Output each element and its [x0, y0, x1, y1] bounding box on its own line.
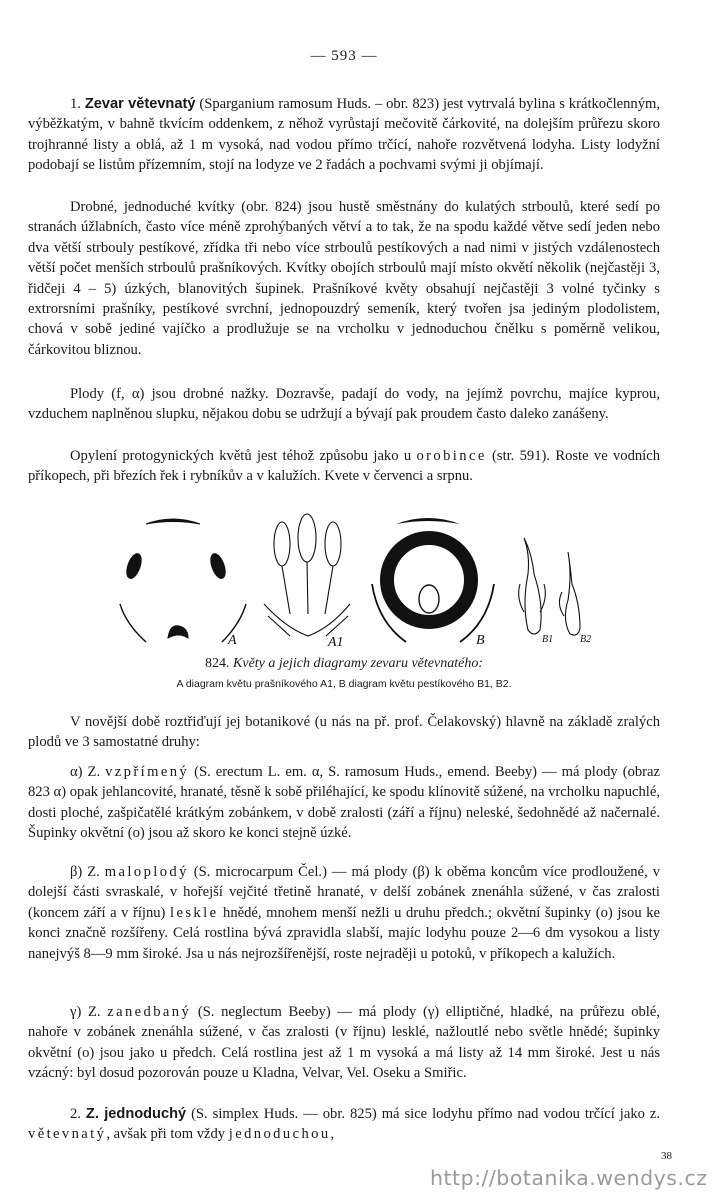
diagram-b1-pistil [519, 538, 553, 645]
gamma-name: zanedbaný [107, 1004, 192, 1020]
beta-name: maloplodý [104, 864, 189, 880]
orobinec-emphasis: orobince [416, 448, 487, 464]
fruits-text: Plody (f, α) jsou drobné nažky. Dozravše, padají do vody, na jejímž povrchu, majíce kyprou, vzduchem naplněnou slupku, nějakou dobu se udržují a bývají pak proudem často daleko zanášeny. [28, 386, 660, 423]
gamma-lead: Z. [81, 1004, 108, 1020]
label-b1: B1 [542, 634, 554, 645]
alpha-lead: Z. [82, 764, 106, 780]
pollination-text-a: Opylení protogynických květů jest téhož způsobu jako u [70, 448, 417, 464]
diagram-a [120, 519, 246, 648]
alpha-text: (S. erectum L. em. α, S. ramosum Huds., emend. Beeby) — má plody (obraz 823 α) opak jehlancovité, hranaté, těsně k sobě přiléhající, ke spodu klínovitě súžené, na vrcholku napuchlé, dosti ploché, zašpičatělé krátkým zobánkem, v době zralosti (září a říjnu) neleské, šedohnědé až načernalé. Šupinky okvětní (o) jsou až skoro ke konci stejně úzké. [28, 764, 660, 842]
subspecies-alpha [28, 762, 660, 844]
species-2-text-2: , avšak při tom vždy [106, 1126, 229, 1143]
species-2-emphasis-1: větevnatý [28, 1126, 107, 1143]
beta-lead: Z. [82, 864, 105, 880]
subspecies-beta [28, 862, 660, 964]
figure-caption [28, 656, 660, 672]
classification-text: V novější době roztřiďují jej botanikové (u nás na př. prof. Čelakovský) hlavně na základě zralých plodů ve 3 samostatné druhy: [28, 714, 660, 751]
label-b: B [476, 633, 485, 648]
fruits-paragraph [28, 384, 660, 425]
gamma-text: (S. neglectum Beeby) — má plody (γ) elliptičné, hladké, na průřezu oblé, nahoře v zobánek znenáhla súžené, v čas zralosti (v říjnu) lesklé, nažloutlé nebo světle hnědé; šupinky okvětní (o) jsou jako u předch. Celá rostlina jest až 1 m vysoká a má listy až 14 mm široké. Jest u nás vzácný: byl dosud pozorován pouze u Kladna, Velvar, Vel. Oseku a Smiřic. [28, 1004, 660, 1082]
figure-number: 824. [205, 656, 230, 671]
figure-subcaption: A diagram květu prašníkového A1, B diagram květu pestíkového B1, B2. [176, 678, 512, 690]
label-a1: A1 [328, 635, 344, 650]
species-2-emphasis-2: jednoduchou [228, 1126, 331, 1143]
species-2-text-3: , [330, 1126, 335, 1143]
alpha-mark: α) [70, 764, 83, 780]
pollination-text-b: (str. 591). Roste ve vodních příkopech, při březích řek i rybníkův a v kalužích. Kvete v červenci a srpnu. [28, 448, 660, 485]
intro-text: (Sparganium ramosum Huds. – obr. 823) jest vytrvalá bylina s krátkočlenným, výběžkatým, v bahně tkvícím oddenkem, z něhož vyrůstají mečovitě čárkovité, na dolejším průřezu skoro trojhranné listy a oblá, až 1 m vysoká, nad vodou přímo trčící, nahoře rozvětvená lodyha. Listy lodyžní podobají se listům přízemním, stojí na lodyze ve 2 řadách a pochvami svými ji objímají. [28, 96, 660, 174]
species-2-name: Z. jednoduchý [85, 1106, 187, 1122]
diagram-a1-stamens [264, 514, 350, 650]
subspecies-gamma [28, 1002, 660, 1084]
beta-mark: β) [70, 864, 83, 880]
label-b2: B2 [580, 634, 592, 645]
classification-paragraph [28, 712, 660, 753]
figure-824-drawing [28, 504, 660, 654]
beta-emphasis: leskle [170, 904, 219, 921]
intro-number: 1. [70, 96, 81, 112]
pollination-paragraph [28, 446, 660, 487]
label-a: A [228, 633, 237, 648]
intro-paragraph [28, 94, 660, 176]
flowers-text: Drobné, jednoduché kvítky (obr. 824) jsou hustě směstnány do kulatých strboulů, které sedí po stranách úžlabních, často více méně zprohýbaných větví a to tak, že na spodu každé větve sedí jeden nebo dva větší strbouly pestíkové, zřídka tři nebo více strboulů pestíkových a nad nimi v jistých vzdálenostech větší počet menších strboulů prašníkových. Kvítky obojích strboulů mají místo okvětí několik (nejčastěji 3, řidčeji 4 – 5) úzkých, blanovitých šupinek. Prašníkové květy obsahují nejčastěji 3 volné tyčinky s extrorsními prašníky, pestíkové svrchní, jednopouzdrý semeník, který tvořen jsa jediným plodolistem, chová v sobě jediné vajíčko a prodlužuje se na vrcholku v jednoduchou čnělku s poměrně velikou, čárkovitou bliznou. [28, 199, 660, 358]
page-number: — 593 — [310, 48, 378, 64]
figure-caption-text: Květy a jejich diagramy zevaru větevnatého: [233, 656, 483, 671]
species-2-paragraph [28, 1104, 660, 1145]
beta-text-2: hnědé, mnohem menší nežli u druhu předch.; okvětní šupinky (o) jsou ke konci značně rozšířeny. Celá rostlina bývá zpravidla slabší, majíc lodyhu pouze 2—6 dm vysokou a listy nanejvýš 8—9 mm široké. Jsa u nás nejrozšířenější, roste nejraději u potoků, v příkopech a kalužích. [28, 904, 660, 962]
species-2-text-1: (S. simplex Huds. — obr. 825) má sice lodyhu přímo nad vodou trčící jako z. [186, 1106, 660, 1122]
alpha-name: vzpřímený [105, 764, 190, 780]
flowers-paragraph [28, 197, 660, 360]
signature-mark: 38 [661, 1150, 672, 1162]
watermark-url: http://botanika.wendys.cz [430, 1166, 708, 1190]
diagram-b [372, 518, 494, 648]
gamma-mark: γ) [70, 1004, 82, 1020]
diagram-b2-pistil [559, 552, 591, 645]
species-name: Zevar větevnatý [84, 96, 196, 112]
species-2-number: 2. [70, 1106, 81, 1122]
beta-text-1: (S. microcarpum Čel.) — má plody (β) k oběma koncům více prodloužené, v dolejší části svraskalé, v hořejší vejčité třetině hranaté, v delší zobánek znenáhla súžené, v čas zralosti (koncem září a v říjnu) [28, 864, 660, 921]
